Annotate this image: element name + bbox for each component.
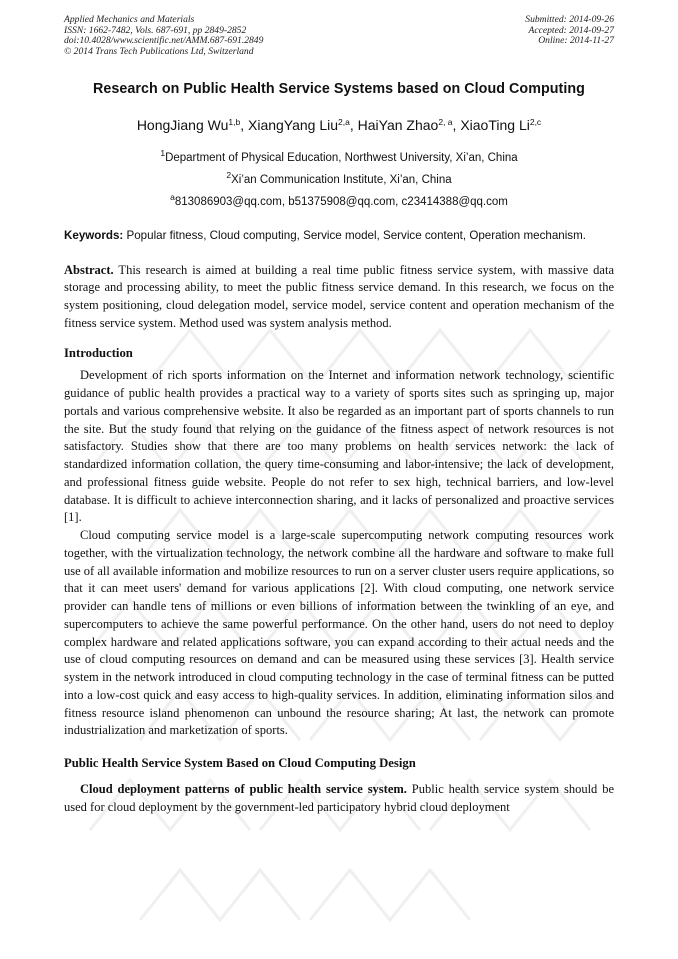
journal-header — [64, 15, 614, 57]
journal-name: Applied Mechanics and Materials — [64, 14, 195, 25]
intro-paragraph: Cloud computing service model is a large-scale supercomputing network computing resources work together, with the virtualization technology, the network combine all the hardware and software to make full use of all available information and mobilize resources to run on a server cluster users require applications, so that it can meet users' demand for various applications [2]. With cloud computing, one network service provider can handle tens of millions or even billions of information between the twinkling of an eye, and supercomputers to achieve the same powerful performance. On the other hand, users do not need to deploy complex hardware and related applications software, you can expand according to their actual needs and the use of cloud computing resources on demand and can be measured using these services [3]. Health service system in the network introduced in cloud computing technology in the case of terminal fitness can be putted into a low-cost quick and easy access to high-quality services. In addition, eliminating information silos and fitness resource island phenomenon can unbound the resource sharing; At last, the network can promote industrialization and marketization of sports. — [64, 528, 614, 738]
affiliation-mark: 2 — [226, 170, 232, 181]
paper-title: Research on Public Health Service Systems based on Cloud Computing — [93, 81, 585, 98]
author-name: HongJiang Wu — [136, 117, 229, 134]
affiliation-text: Xi’an Communication Institute, Xi’an, China — [231, 174, 452, 187]
accepted-date: Accepted: 2014-09-27 — [528, 24, 614, 36]
publication-dates — [525, 15, 614, 57]
design-paragraph-text: Public health service system should be used for cloud deployment by the government-led participatory hybrid cloud deployment — [64, 782, 614, 814]
email-text: 813086903@qq.com, b51375908@qq.com, c23414388@qq.com — [174, 196, 508, 209]
abstract — [64, 262, 614, 332]
author-separator: , — [452, 117, 461, 134]
paper-page — [64, 15, 614, 817]
email-mark: a — [170, 192, 175, 203]
affiliation-text: Department of Physical Education, Northwest University, Xi’an, China — [165, 152, 518, 165]
author-name: XiaoTing Li — [460, 117, 530, 134]
keywords-label: Keywords: — [64, 229, 124, 243]
intro-paragraph: Development of rich sports information on the Internet and information network technology, scientific guidance of public health provides a practical way to a variety of sports sites such as springing up, major portals and various comprehensive website. It also be regarded as an important part of sports channels to run the site. But the study found that relying on the guidance of the fitness aspect of network resources is not satisfactory. Studies show that there are too many problems on health services network: the lack of standardized information collation, the query time-consuming and labor-intensive; the lack of development, and professional fitness guide website. People do not refer to sex high, technical barriers, and low-level database. It is difficult to achieve interconnection sharing, and it lacks of personalized and proactive services [1]. — [64, 368, 614, 525]
author-emails — [64, 192, 614, 209]
author-name: HaiYan Zhao — [357, 117, 439, 134]
section-heading-introduction: Introduction — [64, 346, 133, 361]
design-paragraph — [64, 781, 614, 817]
author-name: XiangYang Liu — [248, 117, 339, 134]
section-heading-design: Public Health Service System Based on Cloud Computing Design — [64, 756, 416, 770]
journal-issn: ISSN: 1662-7482, Vols. 687-691, pp 2849-2852 — [64, 24, 247, 36]
online-date: Online: 2014-11-27 — [538, 35, 614, 47]
keywords-text: Popular fitness, Cloud computing, Service model, Service content, Operation mechanism. — [123, 229, 586, 243]
subsection-lead: Cloud deployment patterns of public health service system. — [80, 782, 407, 796]
affiliation-mark: 1 — [160, 148, 166, 159]
author-affiliation-mark: 2, a — [438, 117, 453, 128]
author-affiliation-mark: 1,b — [228, 117, 241, 128]
author-separator: , — [240, 117, 248, 134]
keywords — [64, 227, 614, 245]
author-affiliation-mark: 2,a — [338, 117, 350, 128]
affiliation-1 — [64, 148, 614, 165]
affiliation-2 — [64, 170, 614, 187]
abstract-label: Abstract. — [64, 262, 114, 277]
submitted-date: Submitted: 2014-09-26 — [525, 14, 614, 25]
journal-doi: doi:10.4028/www.scientific.net/AMM.687-691.2849 — [64, 35, 264, 47]
author-separator: , — [349, 117, 358, 134]
journal-info — [64, 15, 263, 57]
journal-copyright: © 2014 Trans Tech Publications Ltd, Switzerland — [64, 45, 254, 57]
abstract-text: This research is aimed at building a real time public fitness service system, with massive data storage and processing ability, to meet the public fitness service demand. In this research, we focus on the system positioning, cloud delegation model, service model, service content and operation mechanism of the fitness service system. Method used was system analysis method. — [64, 262, 614, 330]
author-list — [64, 117, 614, 133]
author-affiliation-mark: 2,c — [529, 117, 542, 128]
